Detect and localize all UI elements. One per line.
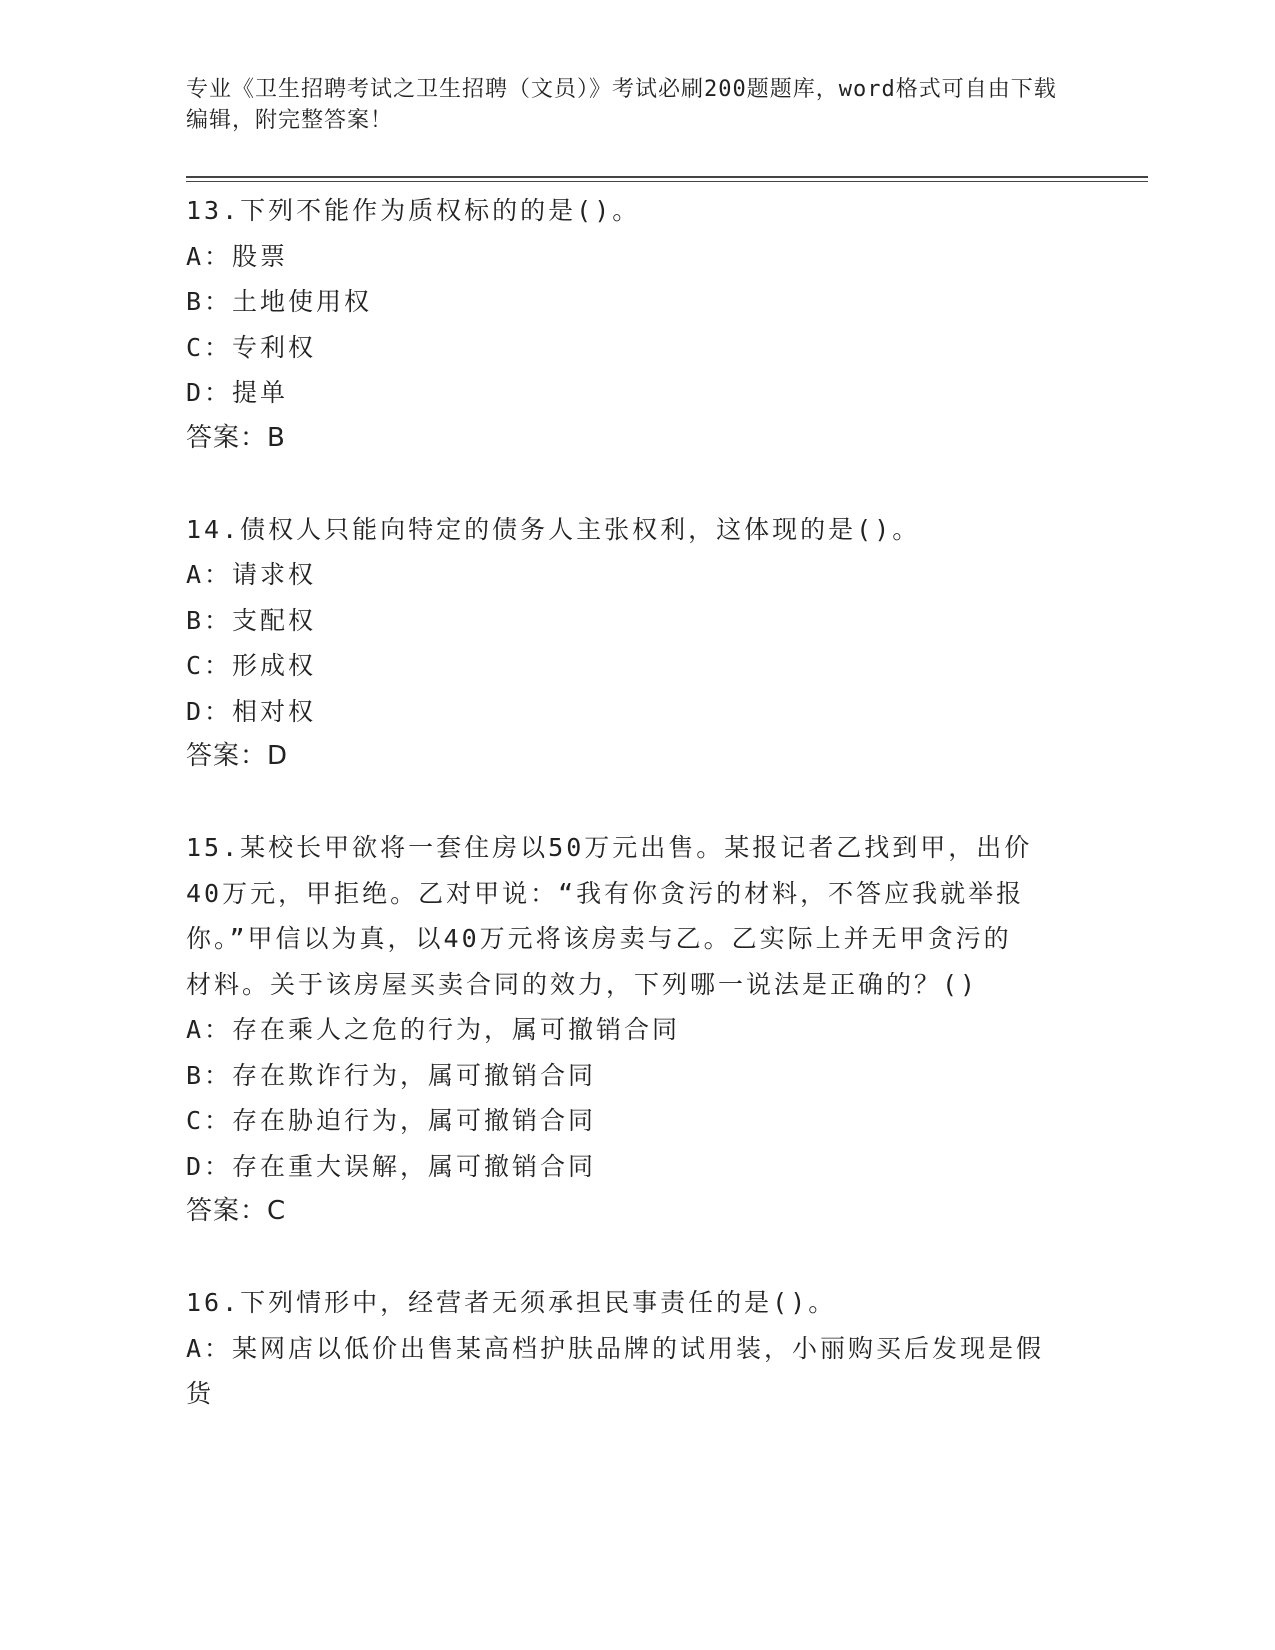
- option-c: C：形成权: [186, 651, 317, 680]
- question-stem-line-2: 40万元，甲拒绝。乙对甲说：“我有你贪污的材料，不答应我就举报: [186, 878, 1025, 908]
- option-d: D：存在重大误解，属可撤销合同: [186, 1151, 597, 1181]
- option-a: A：请求权: [186, 560, 317, 589]
- answer-line: 答案：D: [186, 741, 289, 771]
- question-16: [186, 1280, 1086, 1417]
- question-stem: 16.下列情形中，经营者无须承担民事责任的是()。: [186, 1288, 837, 1317]
- question-stem-line-3: 你。”甲信以为真，以40万元将该房卖与乙。乙实际上并无甲贪污的: [186, 924, 1012, 953]
- option-c: C：专利权: [186, 332, 317, 362]
- option-b: B：存在欺诈行为，属可撤销合同: [186, 1060, 597, 1090]
- option-a: A：股票: [186, 241, 289, 271]
- answer-line: 答案：C: [186, 1196, 287, 1226]
- answer-line: 答案：B: [186, 422, 286, 453]
- question-spacer: [186, 461, 1086, 507]
- option-b: B：土地使用权: [186, 287, 373, 316]
- question-spacer: [186, 780, 1086, 826]
- question-stem: 14.债权人只能向特定的债务人主张权利，这体现的是()。: [186, 514, 921, 544]
- question-13: [186, 188, 1086, 461]
- question-15: [186, 825, 1086, 1235]
- option-a-line-1: A：某网店以低价出售某高档护肤品牌的试用装，小丽购买后发现是假: [186, 1333, 1045, 1363]
- question-list: [186, 188, 1086, 1417]
- question-stem: 13.下列不能作为质权标的的是()。: [186, 196, 641, 225]
- option-d: D：相对权: [186, 696, 317, 726]
- question-stem-line-4: 材料。关于该房屋买卖合同的效力，下列哪一说法是正确的？(): [186, 969, 979, 999]
- option-a-line-2: 货: [186, 1379, 215, 1408]
- option-a: A：存在乘人之危的行为，属可撤销合同: [186, 1015, 681, 1044]
- header-divider-thin: [186, 181, 1148, 182]
- question-stem-line-1: 15.某校长甲欲将一套住房以50万元出售。某报记者乙找到甲，出价: [186, 833, 1033, 862]
- option-c: C：存在胁迫行为，属可撤销合同: [186, 1106, 597, 1135]
- header-divider-thick: [186, 176, 1148, 178]
- option-b: B：支配权: [186, 605, 317, 635]
- document-header: 专业《卫生招聘考试之卫生招聘（文员）》考试必刷200题题库，word格式可自由下载编辑，附完整答案！: [186, 77, 1057, 133]
- option-d: D：提单: [186, 378, 289, 407]
- question-spacer: [186, 1235, 1086, 1281]
- question-14: [186, 507, 1086, 780]
